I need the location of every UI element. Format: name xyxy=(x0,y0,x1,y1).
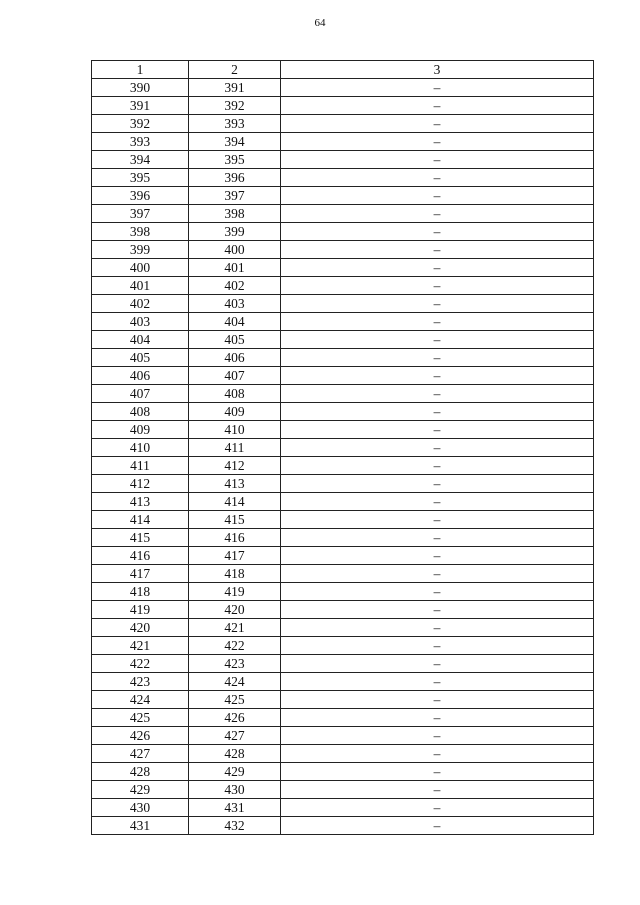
table-cell-col-3: – xyxy=(281,241,594,259)
table-cell-col-2: 430 xyxy=(189,781,281,799)
table-cell-col-1: 402 xyxy=(92,295,189,313)
table-row xyxy=(92,421,594,439)
table-cell-col-3: – xyxy=(281,637,594,655)
table-row xyxy=(92,115,594,133)
table-cell-col-2: 394 xyxy=(189,133,281,151)
table-row xyxy=(92,763,594,781)
table-cell-col-1: 393 xyxy=(92,133,189,151)
table-cell-col-2: 414 xyxy=(189,493,281,511)
header-row xyxy=(92,61,594,79)
table-cell-col-2: 397 xyxy=(189,187,281,205)
table-row xyxy=(92,727,594,745)
table-cell-col-1: 407 xyxy=(92,385,189,403)
table-cell-col-3: – xyxy=(281,187,594,205)
table-cell-col-3: – xyxy=(281,619,594,637)
table-cell-col-2: 419 xyxy=(189,583,281,601)
table-cell-col-2: 395 xyxy=(189,151,281,169)
table-cell-col-3: – xyxy=(281,655,594,673)
table-cell-col-3: – xyxy=(281,439,594,457)
table-cell-col-2: 411 xyxy=(189,439,281,457)
table-row xyxy=(92,691,594,709)
table-cell-col-2: 415 xyxy=(189,511,281,529)
table-cell-col-3: – xyxy=(281,601,594,619)
table-cell-col-2: 428 xyxy=(189,745,281,763)
table-cell-col-3: – xyxy=(281,475,594,493)
table-row xyxy=(92,637,594,655)
table-row xyxy=(92,547,594,565)
table-cell-col-1: 391 xyxy=(92,97,189,115)
table-cell-col-2: 404 xyxy=(189,313,281,331)
table-row xyxy=(92,187,594,205)
table-cell-col-2: 408 xyxy=(189,385,281,403)
table-cell-col-1: 413 xyxy=(92,493,189,511)
table-cell-col-1: 420 xyxy=(92,619,189,637)
table-row xyxy=(92,313,594,331)
table-cell-col-2: 424 xyxy=(189,673,281,691)
table-cell-col-3: – xyxy=(281,349,594,367)
table-cell-col-1: 395 xyxy=(92,169,189,187)
table-cell-col-1: 424 xyxy=(92,691,189,709)
table-cell-col-1: 408 xyxy=(92,403,189,421)
table-cell-col-2: 403 xyxy=(189,295,281,313)
table-cell-col-2: 429 xyxy=(189,763,281,781)
table-cell-col-1: 419 xyxy=(92,601,189,619)
table-cell-col-1: 426 xyxy=(92,727,189,745)
table-cell-col-2: 423 xyxy=(189,655,281,673)
table-row xyxy=(92,223,594,241)
table-cell-col-3: – xyxy=(281,367,594,385)
table-cell-col-3: – xyxy=(281,583,594,601)
table-cell-col-3: – xyxy=(281,673,594,691)
table-cell-col-2: 406 xyxy=(189,349,281,367)
table-cell-col-1: 404 xyxy=(92,331,189,349)
table-cell-col-3: – xyxy=(281,79,594,97)
table-cell-col-3: – xyxy=(281,565,594,583)
table-row xyxy=(92,349,594,367)
table-row xyxy=(92,295,594,313)
table-cell-col-1: 431 xyxy=(92,817,189,835)
table-cell-col-3: – xyxy=(281,133,594,151)
table-cell-col-3: – xyxy=(281,205,594,223)
table-cell-col-2: 416 xyxy=(189,529,281,547)
table-cell-col-1: 396 xyxy=(92,187,189,205)
table-row xyxy=(92,709,594,727)
table-cell-col-2: 405 xyxy=(189,331,281,349)
table-cell-col-3: – xyxy=(281,259,594,277)
table-cell-col-3: – xyxy=(281,421,594,439)
table-cell-col-1: 403 xyxy=(92,313,189,331)
table-row xyxy=(92,799,594,817)
table-row xyxy=(92,475,594,493)
table-row xyxy=(92,457,594,475)
table-row xyxy=(92,511,594,529)
table-row xyxy=(92,403,594,421)
table-cell-col-1: 405 xyxy=(92,349,189,367)
table-body xyxy=(92,79,594,835)
data-table xyxy=(91,60,594,835)
table-header xyxy=(92,61,594,79)
table-row xyxy=(92,439,594,457)
table-cell-col-1: 410 xyxy=(92,439,189,457)
table-cell-col-1: 422 xyxy=(92,655,189,673)
table-cell-col-2: 402 xyxy=(189,277,281,295)
table-cell-col-3: – xyxy=(281,457,594,475)
table-cell-col-2: 426 xyxy=(189,709,281,727)
table-cell-col-3: – xyxy=(281,529,594,547)
table-row xyxy=(92,655,594,673)
table-cell-col-1: 430 xyxy=(92,799,189,817)
table-cell-col-1: 394 xyxy=(92,151,189,169)
table-row xyxy=(92,133,594,151)
table-row xyxy=(92,241,594,259)
table-cell-col-2: 407 xyxy=(189,367,281,385)
table-cell-col-1: 417 xyxy=(92,565,189,583)
table-row xyxy=(92,673,594,691)
table-cell-col-1: 427 xyxy=(92,745,189,763)
table-cell-col-3: – xyxy=(281,691,594,709)
table-row xyxy=(92,493,594,511)
table-cell-col-2: 400 xyxy=(189,241,281,259)
table-row xyxy=(92,817,594,835)
table-cell-col-1: 390 xyxy=(92,79,189,97)
table-cell-col-1: 398 xyxy=(92,223,189,241)
table-cell-col-1: 406 xyxy=(92,367,189,385)
table-cell-col-1: 415 xyxy=(92,529,189,547)
table-row xyxy=(92,385,594,403)
table-row xyxy=(92,277,594,295)
table-row xyxy=(92,97,594,115)
table-row xyxy=(92,745,594,763)
table-cell-col-2: 398 xyxy=(189,205,281,223)
table-cell-col-2: 420 xyxy=(189,601,281,619)
table-cell-col-3: – xyxy=(281,727,594,745)
table-row xyxy=(92,169,594,187)
table-cell-col-2: 431 xyxy=(189,799,281,817)
table-cell-col-2: 422 xyxy=(189,637,281,655)
table-row xyxy=(92,781,594,799)
table-cell-col-2: 412 xyxy=(189,457,281,475)
table-cell-col-2: 432 xyxy=(189,817,281,835)
table-row xyxy=(92,79,594,97)
table-row xyxy=(92,151,594,169)
table-cell-col-2: 410 xyxy=(189,421,281,439)
table-cell-col-3: – xyxy=(281,403,594,421)
table-cell-col-2: 427 xyxy=(189,727,281,745)
table-cell-col-2: 417 xyxy=(189,547,281,565)
table-cell-col-1: 414 xyxy=(92,511,189,529)
table-cell-col-2: 418 xyxy=(189,565,281,583)
table-cell-col-3: – xyxy=(281,763,594,781)
table-cell-col-3: – xyxy=(281,781,594,799)
table-cell-col-2: 393 xyxy=(189,115,281,133)
table-cell-col-2: 413 xyxy=(189,475,281,493)
table-cell-col-1: 409 xyxy=(92,421,189,439)
table-cell-col-2: 396 xyxy=(189,169,281,187)
table-cell-col-2: 391 xyxy=(189,79,281,97)
table-cell-col-1: 411 xyxy=(92,457,189,475)
table-row xyxy=(92,601,594,619)
table-cell-col-1: 418 xyxy=(92,583,189,601)
page-number: 64 xyxy=(314,17,326,29)
table-cell-col-3: – xyxy=(281,709,594,727)
table-cell-col-3: – xyxy=(281,799,594,817)
table-cell-col-3: – xyxy=(281,151,594,169)
table-cell-col-1: 412 xyxy=(92,475,189,493)
table-row xyxy=(92,205,594,223)
table-cell-col-2: 399 xyxy=(189,223,281,241)
table-row xyxy=(92,331,594,349)
table-cell-col-2: 421 xyxy=(189,619,281,637)
table-cell-col-3: – xyxy=(281,97,594,115)
table-cell-col-3: – xyxy=(281,169,594,187)
table-cell-col-3: – xyxy=(281,547,594,565)
table-row xyxy=(92,529,594,547)
table-cell-col-1: 425 xyxy=(92,709,189,727)
table-cell-col-1: 401 xyxy=(92,277,189,295)
table-cell-col-3: – xyxy=(281,277,594,295)
table-cell-col-3: – xyxy=(281,385,594,403)
table-cell-col-3: – xyxy=(281,331,594,349)
table-cell-col-2: 425 xyxy=(189,691,281,709)
table-cell-col-3: – xyxy=(281,313,594,331)
table-cell-col-1: 429 xyxy=(92,781,189,799)
table-cell-col-1: 399 xyxy=(92,241,189,259)
table-cell-col-1: 416 xyxy=(92,547,189,565)
column-header-2: 2 xyxy=(189,61,281,79)
table-row xyxy=(92,619,594,637)
table-row xyxy=(92,583,594,601)
table-cell-col-1: 428 xyxy=(92,763,189,781)
table-row xyxy=(92,565,594,583)
table-cell-col-1: 397 xyxy=(92,205,189,223)
table-cell-col-2: 392 xyxy=(189,97,281,115)
table-cell-col-3: – xyxy=(281,817,594,835)
table-cell-col-2: 409 xyxy=(189,403,281,421)
table-row xyxy=(92,367,594,385)
column-header-3: 3 xyxy=(281,61,594,79)
table-cell-col-3: – xyxy=(281,223,594,241)
table-cell-col-1: 421 xyxy=(92,637,189,655)
table-cell-col-1: 423 xyxy=(92,673,189,691)
table-cell-col-3: – xyxy=(281,745,594,763)
table-cell-col-3: – xyxy=(281,493,594,511)
table-cell-col-3: – xyxy=(281,295,594,313)
table-cell-col-2: 401 xyxy=(189,259,281,277)
table-cell-col-1: 400 xyxy=(92,259,189,277)
table-cell-col-3: – xyxy=(281,511,594,529)
table-cell-col-3: – xyxy=(281,115,594,133)
table-cell-col-1: 392 xyxy=(92,115,189,133)
table-row xyxy=(92,259,594,277)
column-header-1: 1 xyxy=(92,61,189,79)
